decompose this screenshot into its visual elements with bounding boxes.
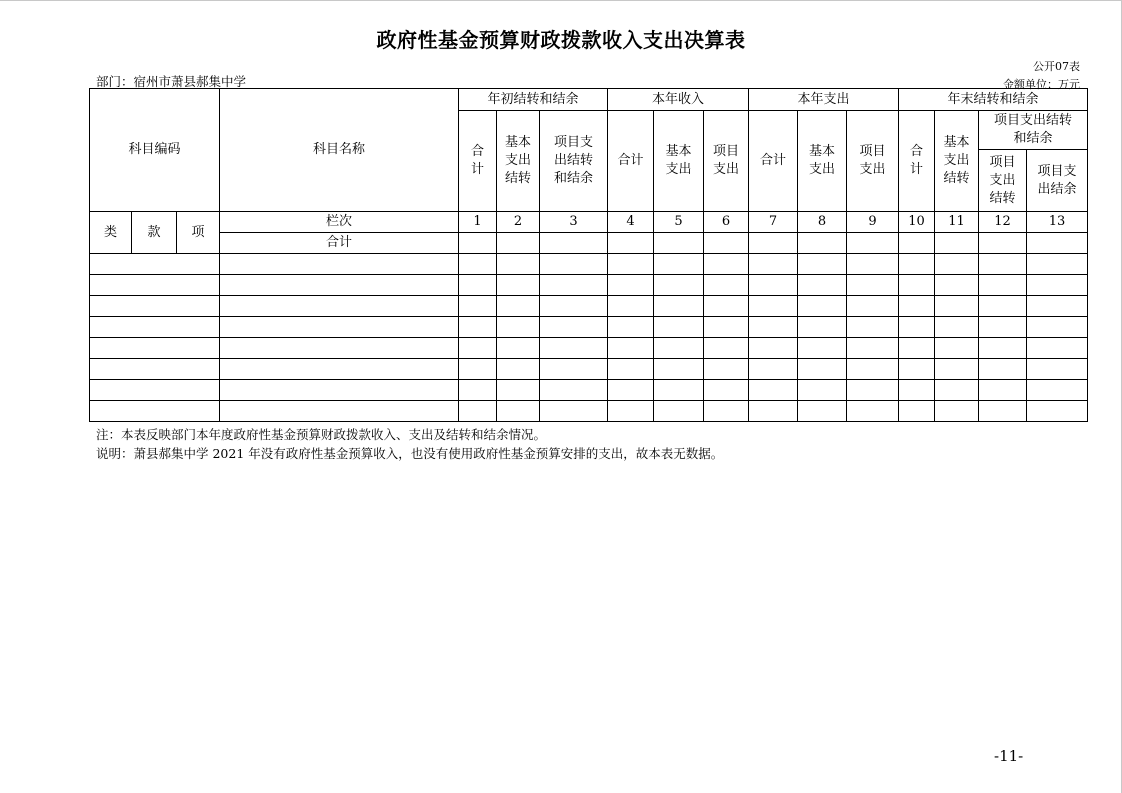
header-subject-name: 科目名称 (220, 89, 459, 212)
header-begin-basic: 基本支出结转 (497, 111, 540, 212)
table-cell (608, 359, 654, 380)
table-cell (935, 401, 979, 422)
table-cell (1027, 296, 1088, 317)
table-cell (497, 380, 540, 401)
table-cell (704, 401, 749, 422)
table-cell (459, 233, 497, 254)
column-number: 11 (935, 212, 979, 233)
header-class: 类 (90, 212, 132, 254)
table-cell (749, 233, 798, 254)
table-cell (847, 317, 899, 338)
table-cell (459, 296, 497, 317)
table-row (90, 338, 1088, 359)
table-cell (899, 275, 935, 296)
table-cell (899, 254, 935, 275)
table-cell (798, 338, 847, 359)
table-cell (540, 254, 608, 275)
header-group-begin: 年初结转和结余 (459, 89, 608, 111)
table-cell (497, 338, 540, 359)
table-cell (220, 338, 459, 359)
column-number: 12 (979, 212, 1027, 233)
header-begin-total: 合计 (459, 111, 497, 212)
table-cell (798, 254, 847, 275)
table-cell (654, 401, 704, 422)
table-cell (847, 338, 899, 359)
header-subject-code: 科目编码 (90, 89, 220, 212)
table-cell (979, 254, 1027, 275)
table-cell (654, 296, 704, 317)
table-cell (654, 233, 704, 254)
table-cell (540, 380, 608, 401)
table-cell (935, 254, 979, 275)
table-cell (90, 401, 220, 422)
table-cell (497, 275, 540, 296)
table-cell (220, 275, 459, 296)
table-cell (540, 338, 608, 359)
header-group-income: 本年收入 (608, 89, 749, 111)
table-cell (749, 359, 798, 380)
table-cell (935, 317, 979, 338)
header-income-basic: 基本支出 (654, 111, 704, 212)
table-cell (899, 296, 935, 317)
table-cell (899, 338, 935, 359)
table-row (90, 401, 1088, 422)
table-cell (459, 401, 497, 422)
table-cell (749, 317, 798, 338)
table-cell (540, 317, 608, 338)
table-cell (749, 338, 798, 359)
table-cell (90, 338, 220, 359)
table-cell (654, 338, 704, 359)
table-cell (979, 317, 1027, 338)
table-cell (497, 296, 540, 317)
table-cell (608, 254, 654, 275)
header-group-expense: 本年支出 (749, 89, 899, 111)
header-begin-project: 项目支出结转和结余 (540, 111, 608, 212)
table-cell (798, 275, 847, 296)
table-cell (899, 380, 935, 401)
table-cell (704, 275, 749, 296)
table-cell (220, 359, 459, 380)
table-cell (798, 380, 847, 401)
table-cell (979, 275, 1027, 296)
table-cell (847, 401, 899, 422)
page-title: 政府性基金预算财政拨款收入支出决算表 (376, 28, 746, 52)
column-index-label: 栏次 (220, 212, 459, 233)
table-note: 注：本表反映部门本年度政府性基金预算财政拨款收入、支出及结转和结余情况。 (96, 427, 547, 442)
table-cell (1027, 338, 1088, 359)
header-expense-total: 合计 (749, 111, 798, 212)
table-cell (847, 254, 899, 275)
table-cell (220, 401, 459, 422)
column-number: 3 (540, 212, 608, 233)
budget-table (89, 88, 1088, 422)
table-cell (90, 275, 220, 296)
header-expense-basic: 基本支出 (798, 111, 847, 212)
table-code: 公开07表 (1033, 60, 1080, 73)
header-income-total: 合计 (608, 111, 654, 212)
table-cell (497, 254, 540, 275)
column-number: 5 (654, 212, 704, 233)
column-number: 2 (497, 212, 540, 233)
table-cell (704, 338, 749, 359)
table-cell (979, 359, 1027, 380)
table-cell (798, 296, 847, 317)
table-cell (654, 359, 704, 380)
table-cell (1027, 401, 1088, 422)
table-cell (1027, 233, 1088, 254)
table-explanation: 说明：萧县郝集中学 2021 年没有政府性基金预算收入，也没有使用政府性基金预算安排的支出，故本表无数据。 (96, 446, 724, 461)
table-cell (540, 359, 608, 380)
table-cell (497, 233, 540, 254)
header-item: 项 (177, 212, 220, 254)
page-border-top (0, 0, 1122, 1)
table-cell (979, 338, 1027, 359)
table-cell (459, 254, 497, 275)
table-cell (90, 296, 220, 317)
table-cell (979, 380, 1027, 401)
header-income-project: 项目支出 (704, 111, 749, 212)
table-cell (899, 317, 935, 338)
table-cell (847, 380, 899, 401)
table-cell (220, 380, 459, 401)
column-number: 7 (749, 212, 798, 233)
table-cell (459, 275, 497, 296)
page-number: -11- (994, 747, 1024, 765)
column-number: 4 (608, 212, 654, 233)
table-cell (979, 401, 1027, 422)
header-end-project: 项目支出结转和结余 (979, 111, 1088, 150)
table-cell (220, 254, 459, 275)
table-cell (1027, 359, 1088, 380)
table-cell (459, 317, 497, 338)
table-cell (540, 401, 608, 422)
table-cell (608, 233, 654, 254)
table-cell (704, 359, 749, 380)
unit-label: 金额单位：万元 (1003, 78, 1080, 91)
table-cell (90, 254, 220, 275)
table-cell (540, 233, 608, 254)
table-row (90, 296, 1088, 317)
header-end-project-carry: 项目支出结转 (979, 150, 1027, 212)
table-cell (497, 359, 540, 380)
header-end-basic: 基本支出结转 (935, 111, 979, 212)
table-cell (608, 338, 654, 359)
table-cell (1027, 254, 1088, 275)
table-cell (608, 275, 654, 296)
table-cell (220, 317, 459, 338)
table-cell (979, 296, 1027, 317)
column-number: 6 (704, 212, 749, 233)
table-cell (847, 296, 899, 317)
header-end-total: 合计 (899, 111, 935, 212)
table-row (90, 317, 1088, 338)
table-cell (847, 275, 899, 296)
table-cell (1027, 380, 1088, 401)
table-cell (608, 296, 654, 317)
table-cell (899, 359, 935, 380)
table-row (90, 359, 1088, 380)
table-cell (654, 275, 704, 296)
table-cell (704, 380, 749, 401)
department-label: 部门：宿州市萧县郝集中学 (96, 74, 247, 89)
column-number: 10 (899, 212, 935, 233)
table-row (90, 380, 1088, 401)
header-section: 款 (132, 212, 177, 254)
table-cell (935, 275, 979, 296)
table-cell (749, 401, 798, 422)
table-cell (704, 296, 749, 317)
table-cell (459, 359, 497, 380)
column-number: 9 (847, 212, 899, 233)
table-cell (704, 254, 749, 275)
table-cell (704, 233, 749, 254)
table-cell (90, 380, 220, 401)
table-cell (847, 233, 899, 254)
total-row-label: 合计 (220, 233, 459, 254)
table-cell (90, 317, 220, 338)
table-cell (798, 401, 847, 422)
table-cell (704, 317, 749, 338)
column-number: 8 (798, 212, 847, 233)
table-cell (979, 233, 1027, 254)
table-cell (899, 233, 935, 254)
table-cell (1027, 317, 1088, 338)
table-cell (935, 233, 979, 254)
table-cell (749, 254, 798, 275)
table-cell (608, 380, 654, 401)
table-cell (935, 296, 979, 317)
column-number: 1 (459, 212, 497, 233)
table-cell (90, 359, 220, 380)
table-cell (497, 401, 540, 422)
table-cell (497, 317, 540, 338)
header-group-end: 年末结转和结余 (899, 89, 1088, 111)
table-cell (654, 380, 704, 401)
table-cell (654, 254, 704, 275)
table-cell (220, 296, 459, 317)
table-cell (749, 275, 798, 296)
table-cell (847, 359, 899, 380)
table-cell (798, 317, 847, 338)
table-cell (540, 296, 608, 317)
header-expense-project: 项目支出 (847, 111, 899, 212)
table-cell (798, 233, 847, 254)
column-number: 13 (1027, 212, 1088, 233)
table-cell (749, 296, 798, 317)
table-cell (749, 380, 798, 401)
table-row (90, 254, 1088, 275)
table-cell (459, 338, 497, 359)
table-row (90, 275, 1088, 296)
table-cell (459, 380, 497, 401)
table-cell (608, 317, 654, 338)
table-cell (798, 359, 847, 380)
table-cell (1027, 275, 1088, 296)
table-cell (654, 317, 704, 338)
table-cell (540, 275, 608, 296)
table-cell (608, 401, 654, 422)
table-cell (935, 338, 979, 359)
table-cell (899, 401, 935, 422)
table-cell (935, 359, 979, 380)
table-cell (935, 380, 979, 401)
header-end-project-balance: 项目支出结余 (1027, 150, 1088, 212)
